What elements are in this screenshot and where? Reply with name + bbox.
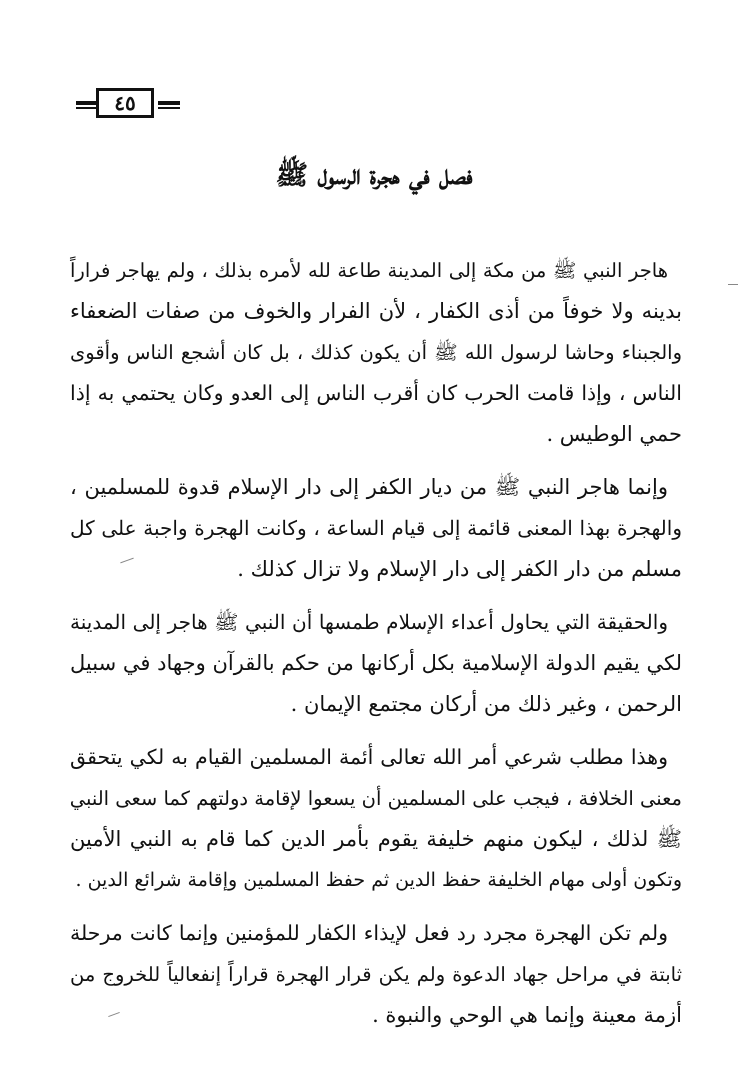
- text-line: ولم تكن الهجرة مجرد رد فعل لإيذاء الكفار للمؤمنين وإنما كانت مرحلة: [70, 921, 668, 945]
- text-line: وتكون أولى مهام الخليفة حفظ الدين ثم حفظ المسلمين وإقامة شرائع الدين .: [75, 869, 682, 891]
- text-line: والحقيقة التي يحاول أعداء الإسلام طمسها أن النبي ﷺ هاجر إلى المدينة: [70, 610, 668, 634]
- page-number: ٤٥: [96, 88, 154, 118]
- text-line: ثابتة في مراحل جهاد الدعوة ولم يكن قرار الهجرة قراراً إنفعالياً للخروج من: [70, 963, 682, 986]
- text-line: والجبناء وحاشا لرسول الله ﷺ أن يكون كذلك ، بل كان أشجع الناس وأقوى: [70, 341, 682, 364]
- page-number-box: [76, 84, 180, 124]
- paragraph-5: [70, 913, 682, 1036]
- text-line: حمي الوطيس .: [546, 422, 682, 446]
- text-line: أزمة معينة وإنما هي الوحي والنبوة .: [372, 1003, 682, 1027]
- text-line: معنى الخلافة ، فيجب على المسلمين أن يسعوا لإقامة دولتهم كما سعى النبي: [69, 787, 682, 810]
- scan-mark: [728, 284, 738, 285]
- page-number-rule-left: [76, 101, 96, 105]
- text-line: والهجرة بهذا المعنى قائمة إلى قيام الساعة ، وكانت الهجرة واجبة على كل: [70, 516, 682, 540]
- paragraph-2: [70, 467, 682, 590]
- text-line: هاجر النبي ﷺ من مكة إلى المدينة طاعة لله لأمره بذلك ، ولم يهاجر فراراً: [70, 259, 668, 282]
- text-line: مسلم من دار الكفر إلى دار الإسلام ولا تزال كذلك .: [237, 557, 682, 581]
- text-line: وهذا مطلب شرعي أمر الله تعالى أئمة المسلمين القيام به لكي يتحقق: [70, 745, 668, 769]
- text-line: بدينه ولا خوفاً من أذى الكفار ، لأن الفرار والخوف من صفات الضعفاء: [70, 299, 682, 323]
- text-line: وإنما هاجر النبي ﷺ من ديار الكفر إلى دار الإسلام قدوة للمسلمين ،: [70, 475, 668, 499]
- text-line: ﷺ لذلك ، ليكون منهم خليفة يقوم بأمر الدين كما قام به النبي الأمين: [70, 827, 682, 851]
- body-text: [70, 250, 682, 1048]
- text-line: الرحمن ، وغير ذلك من أركان مجتمع الإيمان .: [290, 692, 682, 716]
- page-number-rule-right: [158, 101, 180, 105]
- paragraph-3: [70, 602, 682, 725]
- paragraph-4: [70, 737, 682, 901]
- text-line: لكي يقيم الدولة الإسلامية بكل أركانها من حكم بالقرآن وجهاد في سبيل: [70, 651, 682, 675]
- chapter-title: فصل في هجرة الرسول ﷺ: [275, 160, 473, 191]
- text-line: الناس ، وإذا قامت الحرب كان أقرب الناس إلى العدو وكان يحتمي به إذا: [70, 381, 682, 405]
- paragraph-1: [70, 250, 682, 455]
